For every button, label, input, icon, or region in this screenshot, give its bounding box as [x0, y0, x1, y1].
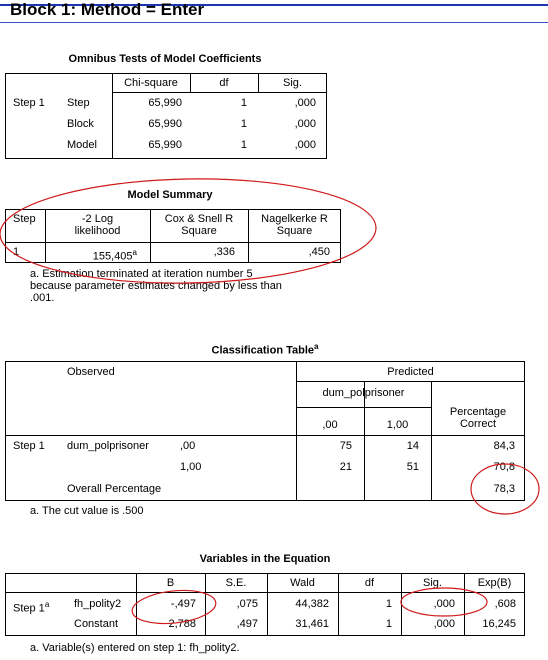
ms-footnote-line: a. Estimation terminated at iteration number 5 — [30, 268, 253, 280]
vars-row-name: fh_polity2 — [74, 598, 122, 610]
vars-cell: 2,788 — [168, 618, 196, 630]
vars-col-expb: Exp(B) — [477, 577, 512, 589]
vars-cell: 44,382 — [295, 598, 329, 610]
ct-cell: 70,8 — [493, 461, 515, 473]
vars-cell: -,497 — [170, 598, 196, 610]
ms-cox-value: ,336 — [213, 246, 235, 258]
ms-col-cox: Cox & Snell R — [164, 213, 234, 225]
vars-cell: 1 — [385, 618, 392, 630]
ct-cell: 51 — [406, 461, 419, 473]
ct-col-pct: Correct — [459, 418, 497, 430]
vars-cell: 1 — [385, 598, 392, 610]
vars-cell: ,075 — [236, 598, 258, 610]
omnibus-cell: ,000 — [294, 97, 316, 109]
vars-col-se: S.E. — [225, 577, 247, 589]
vars-footnote: a. Variable(s) entered on step 1: fh_polity2. — [30, 642, 240, 654]
ct-cell: 14 — [406, 440, 419, 452]
vars-col-b: B — [166, 577, 175, 589]
omnibus-col-chisquare: Chi-square — [124, 77, 178, 89]
ms-footnote-line: because parameter estimates changed by less than — [30, 280, 282, 292]
ct-cell: 75 — [339, 440, 352, 452]
ms-col-cox: Square — [181, 225, 217, 237]
omnibus-cell: ,000 — [294, 118, 316, 130]
ms-col-nagel: Nagelkerke R — [261, 213, 328, 225]
ct-col-00: ,00 — [322, 419, 338, 431]
classification-title: Classification Table$^a$ — [211, 342, 319, 357]
ct-step-label: Step 1 — [13, 440, 45, 452]
ms-col-step: Step — [13, 213, 36, 225]
vars-cell: ,000 — [433, 618, 455, 630]
annotation-circle-sig — [401, 588, 487, 616]
ct-row-cat: ,00 — [180, 440, 196, 452]
omnibus-title: Omnibus Tests of Model Coefficients — [68, 53, 262, 65]
vars-cell: 16,245 — [482, 618, 516, 630]
ms-loglik-value: 155,405$^a$ — [92, 248, 137, 263]
ms-col-loglik: likelihood — [74, 225, 121, 237]
vars-cell: ,608 — [494, 598, 516, 610]
vars-step-label: Step 1$^a$ — [13, 600, 50, 615]
vars-col-sig: Sig. — [423, 577, 442, 589]
ct-cell: 84,3 — [493, 440, 515, 452]
vars-cell: ,000 — [433, 598, 455, 610]
vars-cell: ,497 — [236, 618, 258, 630]
ct-dep-var-header: dum_polprisoner — [322, 387, 405, 399]
omnibus-cell: 1 — [240, 118, 247, 130]
omnibus-cell: ,000 — [294, 139, 316, 151]
ms-step-value: 1 — [13, 246, 20, 258]
block-title: Block 1: Method = Enter — [10, 0, 205, 19]
vars-col-wald: Wald — [290, 577, 315, 589]
ct-footnote: a. The cut value is .500 — [30, 505, 144, 517]
ct-overall-pct: 78,3 — [493, 483, 515, 495]
omnibus-cell: 1 — [240, 97, 247, 109]
ct-col-pct: Percentage — [449, 406, 507, 418]
variables-title: Variables in the Equation — [199, 553, 331, 565]
omnibus-step-label: Step 1 — [13, 97, 45, 109]
ms-col-loglik: -2 Log — [81, 213, 114, 225]
ms-col-nagel: Square — [276, 225, 313, 237]
model-summary-title: Model Summary — [127, 189, 213, 201]
omnibus-cell: 65,990 — [148, 118, 182, 130]
vars-cell: 31,461 — [295, 618, 329, 630]
omnibus-cell: 1 — [240, 139, 247, 151]
ct-predicted-header: Predicted — [387, 366, 434, 378]
vars-row-name: Constant — [74, 618, 119, 630]
omnibus-row-label: Model — [67, 139, 97, 151]
ms-footnote-line: .001. — [30, 292, 55, 304]
ct-observed-header: Observed — [67, 366, 115, 378]
omnibus-col-sig: Sig. — [283, 77, 302, 89]
annotation-circle-overall-pct — [471, 464, 539, 514]
ct-row-cat: 1,00 — [180, 461, 202, 473]
annotation-circle-model-summary — [0, 176, 377, 287]
omnibus-row-label: Step — [67, 97, 90, 109]
omnibus-row-label: Block — [67, 118, 94, 130]
ct-row-var: dum_polprisoner — [67, 440, 149, 452]
ms-nagel-value: ,450 — [308, 246, 330, 258]
omnibus-cell: 65,990 — [148, 139, 182, 151]
ct-overall-label: Overall Percentage — [67, 483, 162, 495]
omnibus-cell: 65,990 — [148, 97, 182, 109]
ct-cell: 21 — [339, 461, 352, 473]
omnibus-col-df: df — [219, 77, 229, 89]
ct-col-100: 1,00 — [386, 419, 409, 431]
annotation-circle-b-coef — [131, 587, 218, 628]
vars-col-df: df — [364, 577, 375, 589]
